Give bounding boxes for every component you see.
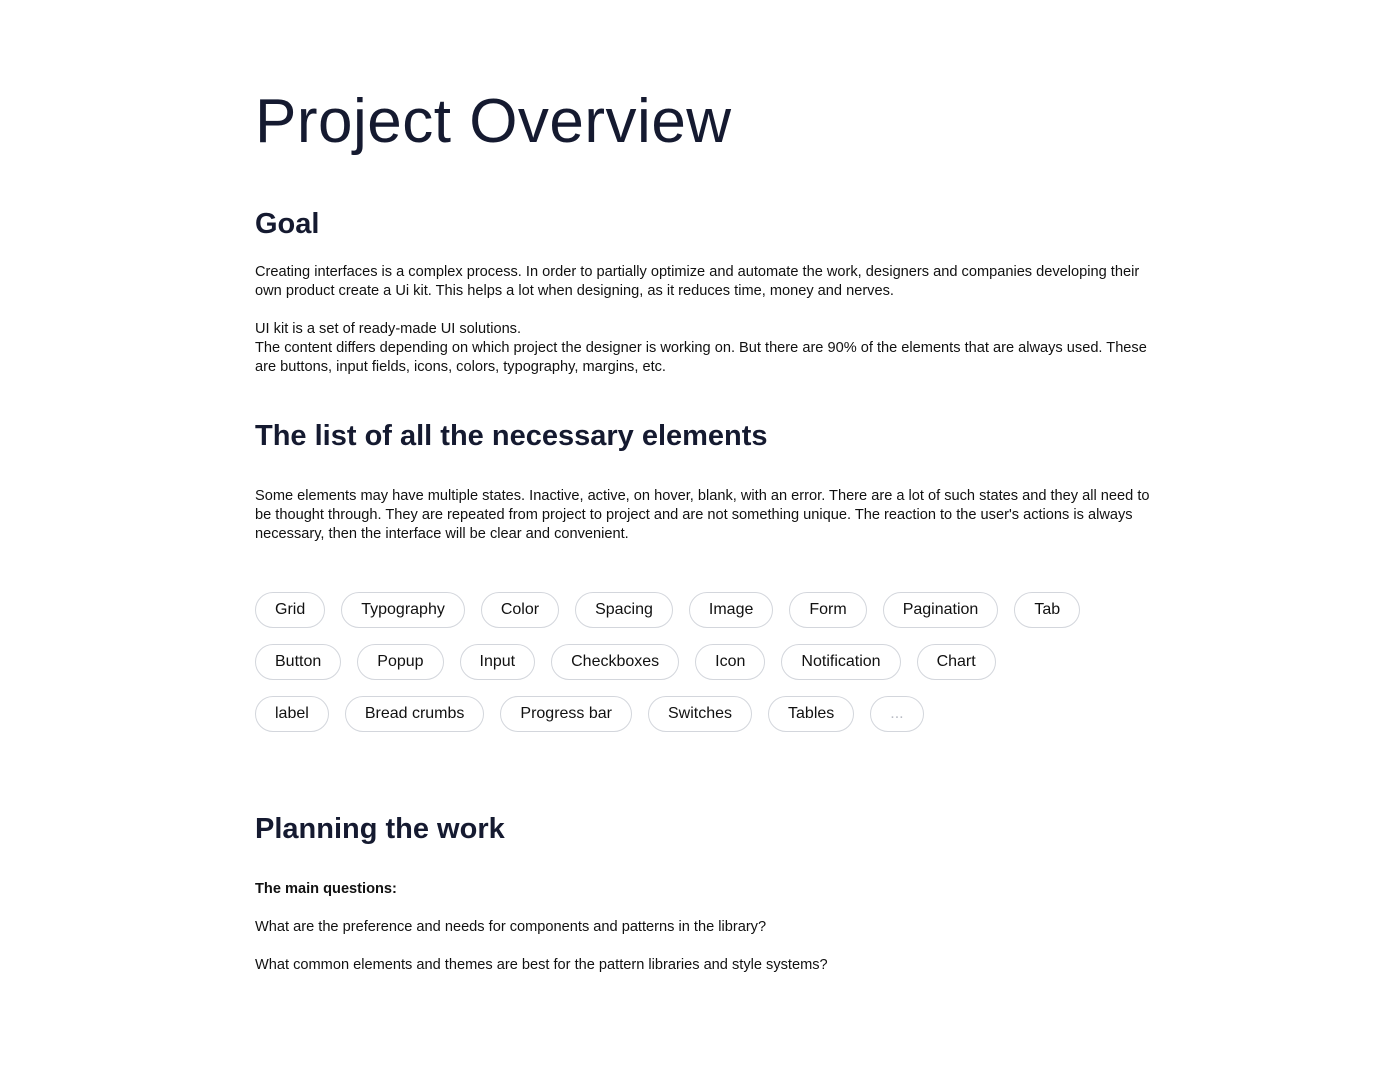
- planning-heading: Planning the work: [255, 813, 505, 845]
- chip-more[interactable]: ...: [870, 696, 923, 732]
- chip-button[interactable]: Button: [255, 644, 341, 680]
- goal-heading: Goal: [255, 208, 320, 240]
- chip-label[interactable]: label: [255, 696, 329, 732]
- chip-tab[interactable]: Tab: [1014, 592, 1080, 628]
- chip-input[interactable]: Input: [460, 644, 536, 680]
- chip-chart[interactable]: Chart: [917, 644, 996, 680]
- question-text: What are the preference and needs for components and patterns in the library?: [255, 919, 767, 935]
- chip-tables[interactable]: Tables: [768, 696, 854, 732]
- goal-paragraph: UI kit is a set of ready-made UI solutions.: [255, 321, 522, 337]
- chip-grid[interactable]: Grid: [255, 592, 325, 628]
- chip-switches[interactable]: Switches: [648, 696, 752, 732]
- chip-pagination[interactable]: Pagination: [883, 592, 999, 628]
- goal-paragraph: Creating interfaces is a complex process. In order to partially optimize and automate the work, designers and companies developing their own product create a Ui kit. This helps a lot when designing, as it reduces time, money and nerves.: [255, 264, 1140, 299]
- elements-list-heading: The list of all the necessary elements: [255, 420, 768, 452]
- chip-notification[interactable]: Notification: [781, 644, 900, 680]
- chip-color[interactable]: Color: [481, 592, 559, 628]
- elements-list-paragraph: Some elements may have multiple states. Inactive, active, on hover, blank, with an error. There are a lot of such states and they all need to be thought through. They are repeated from project to project and are not something unique. The reaction to the user's actions is always necessary, then the interface will be clear and convenient.: [255, 488, 1150, 542]
- chips-row: [255, 592, 1080, 628]
- chip-icon[interactable]: Icon: [695, 644, 765, 680]
- chip-form[interactable]: Form: [789, 592, 866, 628]
- page-title: Project Overview: [255, 87, 732, 156]
- chip-progress-bar[interactable]: Progress bar: [500, 696, 632, 732]
- chip-spacing[interactable]: Spacing: [575, 592, 673, 628]
- question-text: What common elements and themes are best for the pattern libraries and style systems?: [255, 957, 828, 973]
- goal-paragraph: The content differs depending on which project the designer is working on. But there are 90% of the elements that are always used. These are buttons, input fields, icons, colors, typography, margins, etc.: [255, 340, 1147, 375]
- main-questions-label: The main questions:: [255, 881, 397, 897]
- chip-bread-crumbs[interactable]: Bread crumbs: [345, 696, 485, 732]
- chip-typography[interactable]: Typography: [341, 592, 465, 628]
- chip-checkboxes[interactable]: Checkboxes: [551, 644, 679, 680]
- chip-image[interactable]: Image: [689, 592, 773, 628]
- chips-row: [255, 644, 996, 680]
- chips-row: [255, 696, 924, 732]
- chip-popup[interactable]: Popup: [357, 644, 443, 680]
